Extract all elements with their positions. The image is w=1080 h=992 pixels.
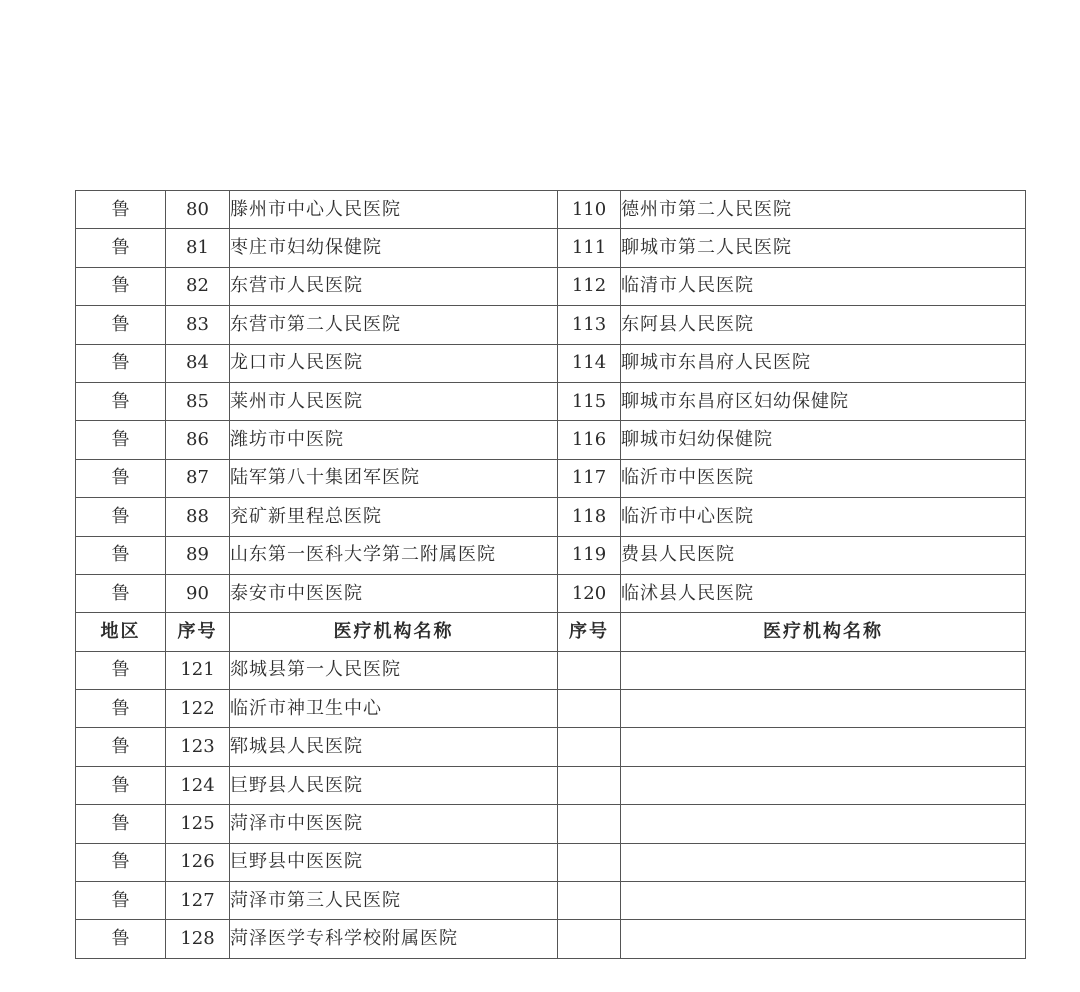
- table-row: [76, 459, 1026, 497]
- right-number-cell: [558, 766, 621, 804]
- region-cell: 鲁: [76, 267, 166, 305]
- left-name-cell: 郯城县第一人民医院: [230, 651, 558, 689]
- table-row: [76, 882, 1026, 920]
- right-name-cell: [621, 690, 1026, 728]
- table-row: [76, 306, 1026, 344]
- left-name-cell: 枣庄市妇幼保健院: [230, 229, 558, 267]
- right-name-cell: [621, 843, 1026, 881]
- left-name-cell: 潍坊市中医院: [230, 421, 558, 459]
- table-row: [76, 766, 1026, 804]
- right-number-cell: 112: [558, 267, 621, 305]
- table-row: [76, 920, 1026, 958]
- left-number-cell: 90: [166, 574, 230, 612]
- left-number-cell: 82: [166, 267, 230, 305]
- region-cell: 鲁: [76, 728, 166, 766]
- table-row: [76, 498, 1026, 536]
- region-cell: 鲁: [76, 920, 166, 958]
- right-name-cell: 德州市第二人民医院: [621, 191, 1026, 229]
- right-number-cell: 110: [558, 191, 621, 229]
- left-name-cell: 东营市人民医院: [230, 267, 558, 305]
- region-cell: 鲁: [76, 306, 166, 344]
- right-number-cell: 序号: [558, 613, 621, 651]
- right-number-cell: 118: [558, 498, 621, 536]
- left-name-cell: 菏泽医学专科学校附属医院: [230, 920, 558, 958]
- region-cell: 鲁: [76, 459, 166, 497]
- right-name-cell: [621, 766, 1026, 804]
- left-name-cell: 临沂市神卫生中心: [230, 690, 558, 728]
- table-row: [76, 728, 1026, 766]
- right-number-cell: [558, 882, 621, 920]
- left-name-cell: 郓城县人民医院: [230, 728, 558, 766]
- left-number-cell: 88: [166, 498, 230, 536]
- left-name-cell: 莱州市人民医院: [230, 382, 558, 420]
- region-cell: 鲁: [76, 498, 166, 536]
- table-row: [76, 574, 1026, 612]
- right-number-cell: 114: [558, 344, 621, 382]
- hospital-table-body: [76, 191, 1026, 959]
- right-number-cell: 116: [558, 421, 621, 459]
- right-name-cell: 东阿县人民医院: [621, 306, 1026, 344]
- right-number-cell: 119: [558, 536, 621, 574]
- left-number-cell: 84: [166, 344, 230, 382]
- left-number-cell: 86: [166, 421, 230, 459]
- left-name-cell: 菏泽市中医医院: [230, 805, 558, 843]
- region-cell: 地区: [76, 613, 166, 651]
- left-number-cell: 89: [166, 536, 230, 574]
- left-number-cell: 127: [166, 882, 230, 920]
- table-row: [76, 344, 1026, 382]
- left-name-cell: 滕州市中心人民医院: [230, 191, 558, 229]
- region-cell: 鲁: [76, 690, 166, 728]
- left-number-cell: 81: [166, 229, 230, 267]
- region-cell: 鲁: [76, 574, 166, 612]
- left-number-cell: 序号: [166, 613, 230, 651]
- right-name-cell: 临沭县人民医院: [621, 574, 1026, 612]
- right-number-cell: 120: [558, 574, 621, 612]
- region-cell: 鲁: [76, 651, 166, 689]
- right-name-cell: [621, 651, 1026, 689]
- table-row: [76, 421, 1026, 459]
- left-name-cell: 巨野县人民医院: [230, 766, 558, 804]
- right-number-cell: [558, 920, 621, 958]
- left-number-cell: 121: [166, 651, 230, 689]
- left-name-cell: 龙口市人民医院: [230, 344, 558, 382]
- right-name-cell: [621, 805, 1026, 843]
- right-name-cell: 聊城市妇幼保健院: [621, 421, 1026, 459]
- left-number-cell: 126: [166, 843, 230, 881]
- left-name-cell: 医疗机构名称: [230, 613, 558, 651]
- left-name-cell: 菏泽市第三人民医院: [230, 882, 558, 920]
- right-number-cell: [558, 690, 621, 728]
- left-number-cell: 124: [166, 766, 230, 804]
- right-number-cell: 117: [558, 459, 621, 497]
- left-number-cell: 85: [166, 382, 230, 420]
- region-cell: 鲁: [76, 766, 166, 804]
- region-cell: 鲁: [76, 344, 166, 382]
- left-number-cell: 125: [166, 805, 230, 843]
- right-name-cell: 费县人民医院: [621, 536, 1026, 574]
- region-cell: 鲁: [76, 536, 166, 574]
- table-row: [76, 191, 1026, 229]
- left-name-cell: 陆军第八十集团军医院: [230, 459, 558, 497]
- table-row: [76, 690, 1026, 728]
- right-name-cell: [621, 882, 1026, 920]
- right-name-cell: 聊城市东昌府人民医院: [621, 344, 1026, 382]
- left-number-cell: 128: [166, 920, 230, 958]
- right-number-cell: [558, 805, 621, 843]
- right-number-cell: [558, 843, 621, 881]
- region-cell: 鲁: [76, 229, 166, 267]
- left-name-cell: 兖矿新里程总医院: [230, 498, 558, 536]
- right-name-cell: 聊城市东昌府区妇幼保健院: [621, 382, 1026, 420]
- left-name-cell: 泰安市中医医院: [230, 574, 558, 612]
- table-row: [76, 805, 1026, 843]
- left-number-cell: 80: [166, 191, 230, 229]
- right-number-cell: 113: [558, 306, 621, 344]
- left-number-cell: 123: [166, 728, 230, 766]
- right-number-cell: 115: [558, 382, 621, 420]
- region-cell: 鲁: [76, 421, 166, 459]
- table-header-row: [76, 613, 1026, 651]
- hospital-list-table: [75, 190, 1026, 959]
- region-cell: 鲁: [76, 382, 166, 420]
- right-number-cell: 111: [558, 229, 621, 267]
- right-name-cell: 临沂市中心医院: [621, 498, 1026, 536]
- table-row: [76, 536, 1026, 574]
- left-number-cell: 87: [166, 459, 230, 497]
- region-cell: 鲁: [76, 805, 166, 843]
- left-number-cell: 83: [166, 306, 230, 344]
- right-name-cell: [621, 728, 1026, 766]
- region-cell: 鲁: [76, 843, 166, 881]
- right-name-cell: 聊城市第二人民医院: [621, 229, 1026, 267]
- right-name-cell: 临清市人民医院: [621, 267, 1026, 305]
- right-name-cell: [621, 920, 1026, 958]
- left-name-cell: 巨野县中医医院: [230, 843, 558, 881]
- table-row: [76, 382, 1026, 420]
- left-name-cell: 山东第一医科大学第二附属医院: [230, 536, 558, 574]
- table-row: [76, 229, 1026, 267]
- left-name-cell: 东营市第二人民医院: [230, 306, 558, 344]
- right-number-cell: [558, 728, 621, 766]
- left-number-cell: 122: [166, 690, 230, 728]
- right-number-cell: [558, 651, 621, 689]
- region-cell: 鲁: [76, 191, 166, 229]
- table-row: [76, 267, 1026, 305]
- right-name-cell: 临沂市中医医院: [621, 459, 1026, 497]
- table-row: [76, 651, 1026, 689]
- region-cell: 鲁: [76, 882, 166, 920]
- right-name-cell: 医疗机构名称: [621, 613, 1026, 651]
- table-row: [76, 843, 1026, 881]
